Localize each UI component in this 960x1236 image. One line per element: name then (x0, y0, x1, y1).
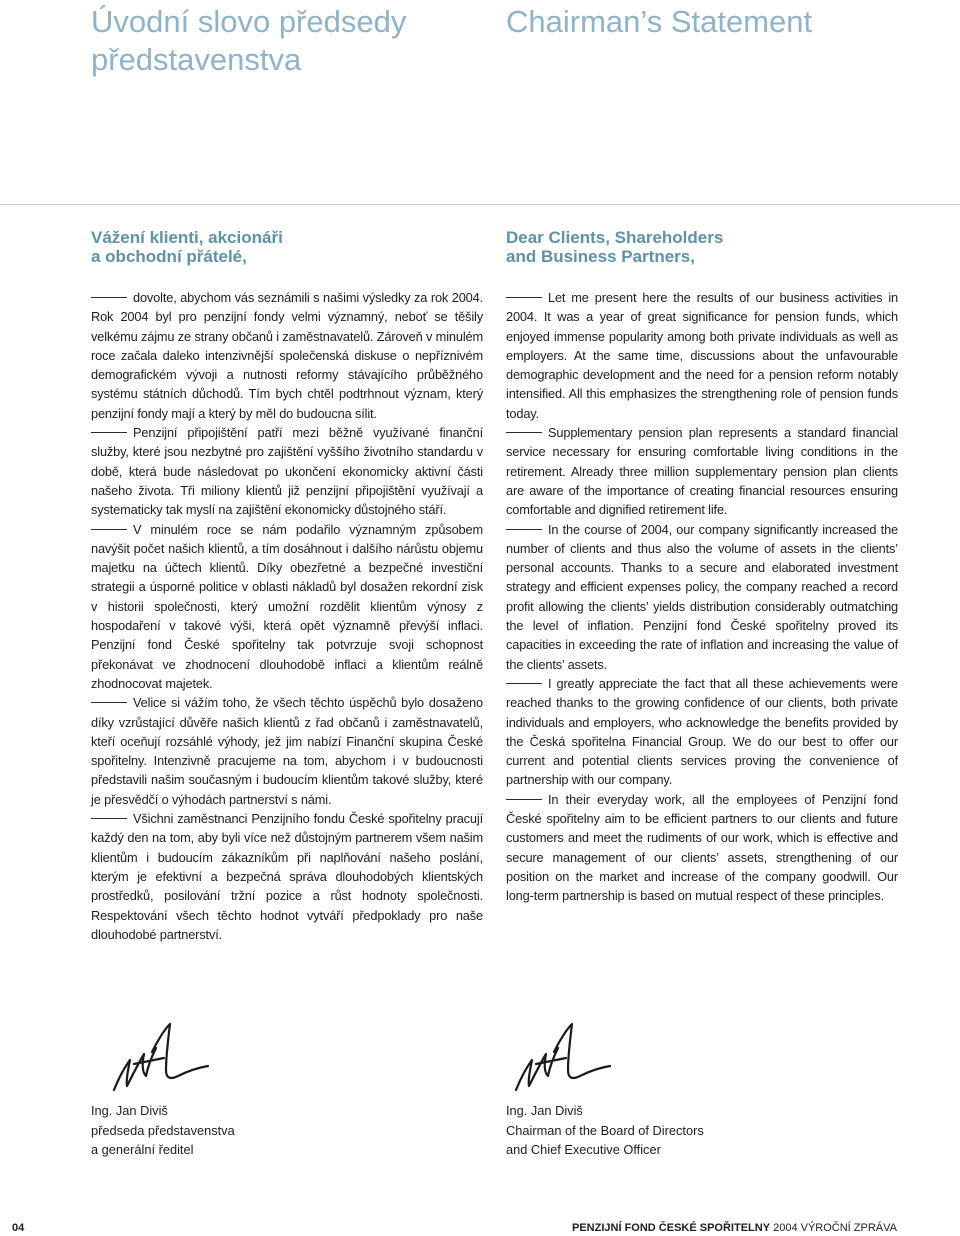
paragraph-dash (506, 432, 542, 433)
paragraph-english (506, 423, 898, 519)
paragraph-czech (91, 809, 483, 944)
signatory-name: Ing. Jan Diviš (506, 1103, 583, 1118)
signature-block-english (506, 1101, 704, 1160)
paragraph-czech-text: Penzijní připojištění patří mezi běžně využívané finanční služby, které jsou nezbytné pro zajištění vyššího životního standardu v době, která bude následovat po ukončení ekonomicky aktivní části našeho života. Tři miliony klientů již penzijní připojištění využívají a systematicky tak myslí na zajištění ekonomicky důstojného stáří. (91, 425, 483, 518)
title-english: Chairman’s Statement (506, 4, 813, 39)
signatory-title-line2: a generální ředitel (91, 1142, 194, 1157)
salutation-english-line1: Dear Clients, Shareholders (506, 228, 724, 247)
signature-czech-image (108, 1018, 218, 1098)
paragraph-english-text: In their everyday work, all the employees of Penzijní fond České spořitelny aim to be efficient partners to our clients and future customers and meet the rudiments of our work, which is effective and secure management of our clients’ assets, strengthening of our position on the market and increase of the company goodwill. Our long-term partnership is based on mutual respect of these principles. (506, 791, 898, 904)
salutation-english (506, 228, 723, 266)
footer-report: 2004 VÝROČNÍ ZPRÁVA (773, 1222, 897, 1234)
paragraph-czech-text: Všichni zaměstnanci Penzijního fondu České spořitelny pracují každý den na tom, aby byli více než důstojným partnerem všem našim klientům i budoucím zákazníkům při naplňování našeho poslání, kterým je efektivní a bezpečná správa dlouhodobých klientských prostředků, posilování tržní pozice a růst hodnoty společnosti. Respektování všech těchto hodnot vytváří předpoklady pro naše dlouhodobé partnerství. (91, 811, 483, 942)
paragraph-dash (91, 529, 127, 530)
paragraph-english (506, 674, 898, 790)
signatory-title-line1: předseda představenstva (91, 1122, 235, 1138)
paragraph-czech (91, 693, 483, 809)
paragraph-english-text: Let me present here the results of our business activities in 2004. It was a year of great significance for pension funds, which enjoyed immense popularity among both private individuals as well as employers. At the same time, discussions about the unfavourable demographic development and the need for a pension reform notably intensified. All this emphasizes the strengthening role of pension funds today. (506, 290, 898, 421)
salutation-czech-line2: a obchodní přátelé, (91, 247, 247, 266)
paragraph-english-text: I greatly appreciate the fact that all these achievements were reached thanks to the growing confidence of our clients, both private individuals and employers, who acknowledge the benefits provided by the Česká spořitelna Financial Group. We do our best to offer our current and potential clients services proving the convenience of partnership with our company. (506, 675, 898, 788)
body-english (506, 288, 898, 906)
signature-block-czech (91, 1101, 235, 1160)
paragraph-english-text: Supplementary pension plan represents a standard financial service necessary for ensuring comfortable living conditions in the retirement. Already three million supplementary pension plan clients are aware of the importance of creating financial resources ensuring comfortable and dignified retirement life. (506, 425, 898, 518)
paragraph-dash (91, 297, 127, 298)
paragraph-czech-text: dovolte, abychom vás seznámili s našimi výsledky za rok 2004. Rok 2004 byl pro penzijní fondy velmi významný, neboť se těšily velkému zájmu ze strany občanů i zaměstnavatelů. Zároveň v minulém roce začala daleko intenzivnější společenská diskuse o nepříznivém demografickém vývoji a nutnosti reformy stávajícího průběžného systému státních důchodů. Tím bych chtěl podtrhnout význam, který penzijní fondy mají a který by měl do budoucna sílit. (91, 290, 483, 421)
page-number: 04 (12, 1222, 25, 1234)
footer-company: PENZIJNÍ FOND ČESKÉ SPOŘITELNY (572, 1222, 771, 1234)
paragraph-czech (91, 423, 483, 519)
signatory-title-line1: Chairman of the Board of Directors (506, 1122, 704, 1138)
paragraph-english-text: In the course of 2004, our company significantly increased the number of clients and thus also the volume of assets in the clients’ personal accounts. Thanks to a secure and elaborated investment strategy and efficient expenses policy, the company reached a record profit allowing the clients’ yields distribution considerably outmatching the level of inflation. Penzijní fond České spořitelny proved its capacities in exceeding the rate of inflation and increasing the value of the clients’ assets. (506, 521, 898, 672)
signatory-name: Ing. Jan Diviš (91, 1103, 168, 1118)
paragraph-dash (506, 683, 542, 684)
paragraph-dash (506, 529, 542, 530)
paragraph-czech-text: V minulém roce se nám podařilo významným způsobem navýšit počet našich klientů, a tím dosáhnout i dalšího nárůstu objemu majetku na účtech klientů. Díky obezřetné a bezpečné investiční strategii a úsporné politice v oblasti nákladů byl dosažen rekordní zisk v historii společnosti, který umožní rozdělit klientům výnosy z hospodaření v takové výši, která opět významně převýší inflaci. Penzijní fond České spořitelny tak potvrzuje svoji schopnost překonávat ve zhodnocení dlouhodobě inflaci a klientům reálně zhodnocovat majetek. (91, 521, 483, 691)
salutation-english-line2: and Business Partners, (506, 247, 695, 266)
paragraph-english (506, 288, 898, 423)
paragraph-dash (91, 702, 127, 703)
paragraph-english (506, 520, 898, 674)
paragraph-czech-text: Velice si vážím toho, že všech těchto úspěchů bylo dosaženo díky vzrůstající důvěře našich klientů z řad občanů i zaměstnavatelů, kteří oceňují rozsáhlé výhody, jež jim nabízí Finanční skupina České spořitelny. Intenzivně pracujeme na tom, abychom i v budoucnosti představili našim současným i budoucím klientům takové služby, které je přesvědčí o výhodách partnerství s námi. (91, 695, 483, 807)
paragraph-czech (91, 520, 483, 694)
signatory-title-line2: and Chief Executive Officer (506, 1142, 661, 1157)
paragraph-english (506, 790, 898, 906)
salutation-czech-line1: Vážení klienti, akcionáři (91, 228, 283, 247)
paragraph-dash (91, 432, 127, 433)
paragraph-dash (506, 297, 542, 298)
body-czech (91, 288, 483, 944)
title-czech: Úvodní slovo předsedy představenstva (91, 4, 407, 77)
paragraph-czech (91, 288, 483, 423)
paragraph-dash (91, 818, 127, 819)
section-divider (0, 204, 960, 205)
footer-report-title (572, 1222, 897, 1234)
signature-english-image (510, 1018, 620, 1098)
paragraph-dash (506, 799, 542, 800)
salutation-czech (91, 228, 283, 266)
